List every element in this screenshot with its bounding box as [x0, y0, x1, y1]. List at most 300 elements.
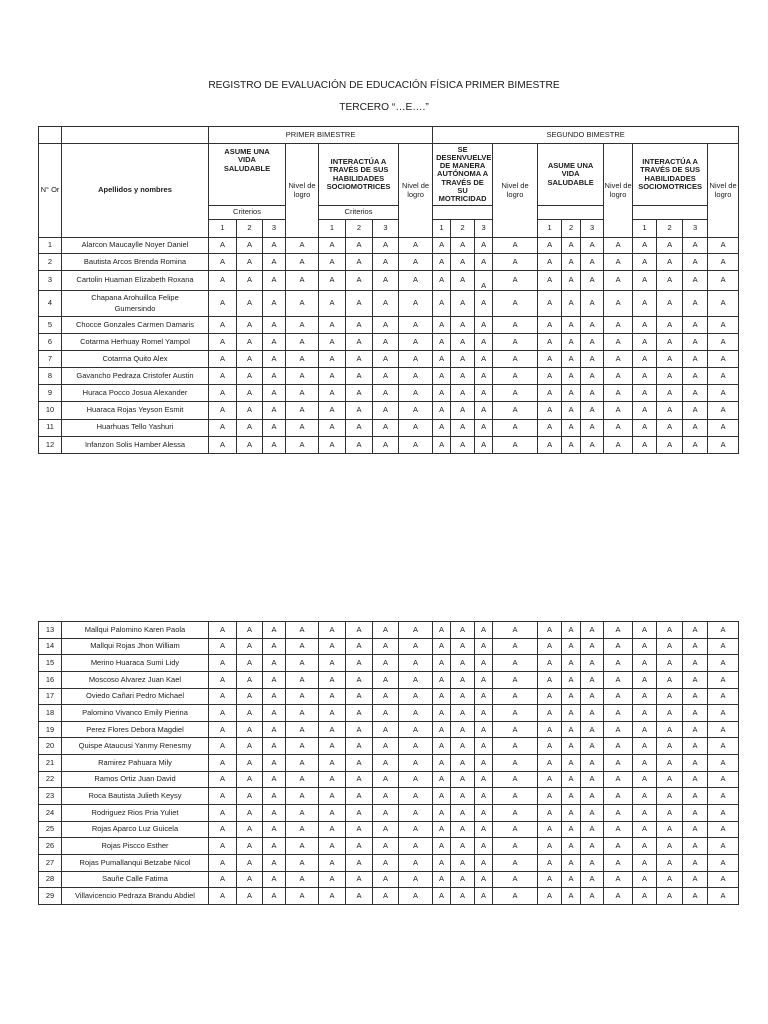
grade-cell: A — [373, 821, 399, 838]
student-row — [39, 838, 739, 855]
grade-cell: A — [493, 805, 538, 822]
competencia-header-se-desenvuelve: SE DESENVUELVE DE MANERA AUTÓNOMA A TRAVÉS DE SU MOTRICIDAD — [433, 144, 493, 206]
grade-cell: A — [562, 655, 581, 672]
student-row — [39, 238, 739, 254]
grade-cell: A — [683, 419, 708, 436]
grade-cell: A — [633, 671, 657, 688]
grade-cell: A — [475, 755, 493, 772]
grade-cell: A — [581, 655, 604, 672]
grade-cell: A — [433, 334, 451, 351]
row-number: 2 — [39, 254, 62, 271]
grade-cell: A — [263, 622, 286, 639]
grade-cell: A — [475, 771, 493, 788]
grade-cell: A — [683, 688, 708, 705]
grade-cell: A — [209, 688, 237, 705]
grade-cell: A — [209, 351, 237, 368]
grade-cell: A — [237, 805, 263, 822]
grade-cell: A — [263, 436, 286, 453]
grade-cell: A — [657, 838, 683, 855]
grade-cell: A — [346, 671, 373, 688]
grade-cell: A — [475, 402, 493, 419]
row-number: 20 — [39, 738, 62, 755]
grade-cell: A — [433, 738, 451, 755]
grade-cell: A — [399, 888, 433, 905]
row-number: 24 — [39, 805, 62, 822]
grade-cell: A — [708, 888, 739, 905]
student-name: Quispe Ataucusi Yanmy Renesmy — [62, 738, 209, 755]
nivel-de-logro-header: Nivel de logro — [708, 144, 739, 238]
grade-cell: A — [604, 334, 633, 351]
grade-cell: A — [708, 638, 739, 655]
grade-cell: A — [451, 317, 475, 334]
criterio-number: 3 — [683, 220, 708, 238]
student-row — [39, 638, 739, 655]
grade-cell: A — [209, 854, 237, 871]
grade-cell: A — [237, 655, 263, 672]
grade-cell: A — [683, 805, 708, 822]
grade-cell: A — [237, 721, 263, 738]
grade-cell: A — [319, 402, 346, 419]
grade-cell: A — [581, 854, 604, 871]
grade-cell: A — [683, 755, 708, 772]
grade-cell: A — [263, 688, 286, 705]
grade-cell: A — [451, 788, 475, 805]
grade-cell: A — [263, 888, 286, 905]
grade-cell: A — [451, 771, 475, 788]
grade-cell: A — [657, 888, 683, 905]
grade-cell: A — [263, 291, 286, 317]
grade-cell: A — [319, 854, 346, 871]
grade-cell: A — [683, 771, 708, 788]
grade-cell: A — [263, 838, 286, 855]
grade-cell: A — [286, 368, 319, 385]
grade-cell: A — [538, 871, 562, 888]
grade-cell: A — [633, 838, 657, 855]
grade-cell: A — [562, 788, 581, 805]
grade-cell: A — [683, 638, 708, 655]
student-name: Rojas Aparco Luz Guicela — [62, 821, 209, 838]
grade-cell: A — [319, 254, 346, 271]
grade-cell: A — [562, 334, 581, 351]
grade-cell: A — [263, 638, 286, 655]
student-row — [39, 688, 739, 705]
grade-cell: A — [633, 419, 657, 436]
student-row — [39, 622, 739, 639]
grade-cell: A — [475, 622, 493, 639]
competencia-header-interactua: INTERACTÚA A TRAVÉS DE SUS HABILIDADES SOCIOMOTRICES — [633, 144, 708, 206]
row-number: 13 — [39, 622, 62, 639]
grade-cell: A — [373, 351, 399, 368]
row-number: 18 — [39, 705, 62, 722]
grade-cell: A — [263, 805, 286, 822]
grade-cell: A — [683, 385, 708, 402]
grade-cell: A — [373, 788, 399, 805]
grade-cell: A — [373, 436, 399, 453]
grade-cell: A — [399, 688, 433, 705]
grade-cell: A — [451, 622, 475, 639]
grade-cell: A — [399, 368, 433, 385]
grade-cell: A — [538, 436, 562, 453]
grade-cell: A — [708, 671, 739, 688]
grade-cell: A — [373, 419, 399, 436]
grade-cell: A — [475, 368, 493, 385]
grade-cell: A — [633, 821, 657, 838]
grade-cell: A — [581, 402, 604, 419]
grade-cell: A — [657, 385, 683, 402]
grade-cell: A — [493, 688, 538, 705]
student-name: Oviedo Cañari Pedro Michael — [62, 688, 209, 705]
grade-cell: A — [581, 888, 604, 905]
grade-cell: A — [237, 419, 263, 436]
student-row — [39, 368, 739, 385]
grade-cell: A — [633, 368, 657, 385]
grade-cell: A — [708, 871, 739, 888]
grade-cell: A — [562, 271, 581, 291]
student-name: Infanzon Solis Hamber Alessa — [62, 436, 209, 453]
grade-cell: A — [538, 419, 562, 436]
grade-cell: A — [237, 738, 263, 755]
grade-cell: A — [286, 402, 319, 419]
student-name: Sauñe Calle Fatima — [62, 871, 209, 888]
grade-cell: A — [263, 738, 286, 755]
criterio-number: 2 — [657, 220, 683, 238]
grade-cell: A — [581, 622, 604, 639]
grade-cell: A — [237, 688, 263, 705]
grade-cell: A — [451, 351, 475, 368]
grade-cell: A — [475, 721, 493, 738]
student-name: Alarcon Maucaylle Noyer Daniel — [62, 238, 209, 254]
grade-cell: A — [263, 402, 286, 419]
grade-cell: A — [286, 291, 319, 317]
grade-cell: A — [433, 368, 451, 385]
grade-cell: A — [683, 622, 708, 639]
grade-cell: A — [399, 238, 433, 254]
grade-cell: A — [581, 871, 604, 888]
grade-cell: A — [286, 738, 319, 755]
grade-cell: A — [708, 771, 739, 788]
grade-cell: A — [475, 351, 493, 368]
grade-cell: A — [493, 254, 538, 271]
student-name: Bautista Arcos Brenda Romina — [62, 254, 209, 271]
grade-cell: A — [475, 805, 493, 822]
grade-cell: A — [604, 351, 633, 368]
grade-cell: A — [319, 688, 346, 705]
grade-cell: A — [286, 688, 319, 705]
grade-cell: A — [373, 721, 399, 738]
grade-cell: A — [346, 334, 373, 351]
grade-cell: A — [451, 368, 475, 385]
criterio-number: 2 — [237, 220, 263, 238]
grade-cell: A — [399, 291, 433, 317]
grade-cell: A — [286, 436, 319, 453]
criterio-number: 2 — [451, 220, 475, 238]
criterio-number: 1 — [319, 220, 346, 238]
grade-cell: A — [708, 854, 739, 871]
grade-cell: A — [346, 638, 373, 655]
student-name: Gavancho Pedraza Cristofer Austin — [62, 368, 209, 385]
grade-cell: A — [346, 271, 373, 291]
grade-cell: A — [562, 368, 581, 385]
grade-cell: A — [562, 238, 581, 254]
grade-cell: A — [209, 254, 237, 271]
grade-cell: A — [433, 888, 451, 905]
grade-cell: A — [562, 821, 581, 838]
grade-cell: A — [263, 755, 286, 772]
grade-cell: A — [433, 721, 451, 738]
grade-cell: A — [604, 368, 633, 385]
row-number: 12 — [39, 436, 62, 453]
grade-cell: A — [581, 238, 604, 254]
grade-cell: A — [538, 705, 562, 722]
grade-cell: A — [451, 705, 475, 722]
grade-cell: A — [346, 688, 373, 705]
grade-cell: A — [581, 688, 604, 705]
grade-cell: A — [708, 738, 739, 755]
grade-cell: A — [538, 317, 562, 334]
grade-cell: A — [319, 821, 346, 838]
grade-cell: A — [373, 688, 399, 705]
grade-cell: A — [475, 419, 493, 436]
header-blank-cell — [538, 206, 604, 220]
grade-cell: A — [475, 688, 493, 705]
grade-cell: A — [319, 721, 346, 738]
grade-cell: A — [538, 238, 562, 254]
grade-cell: A — [433, 271, 451, 291]
grade-cell: A — [286, 351, 319, 368]
grade-cell: A — [475, 317, 493, 334]
grade-cell: A — [657, 805, 683, 822]
grade-cell: A — [683, 436, 708, 453]
grade-cell: A — [451, 402, 475, 419]
grade-cell: A — [683, 871, 708, 888]
grade-cell: A — [433, 254, 451, 271]
grade-cell: A — [538, 402, 562, 419]
grade-cell: A — [319, 805, 346, 822]
row-number: 19 — [39, 721, 62, 738]
student-name: Rojas Pumallanqui Betzabe Nicol — [62, 854, 209, 871]
grade-cell: A — [538, 771, 562, 788]
grade-cell: A — [708, 436, 739, 453]
grade-cell: A — [604, 385, 633, 402]
grade-cell: A — [346, 238, 373, 254]
grade-cell: A — [346, 705, 373, 722]
grade-cell: A — [581, 805, 604, 822]
student-name: Palomino Vivanco Emily Pierina — [62, 705, 209, 722]
grade-cell: A — [263, 771, 286, 788]
grade-cell: A — [562, 755, 581, 772]
student-row — [39, 805, 739, 822]
grade-cell: A — [657, 238, 683, 254]
grade-cell: A — [237, 705, 263, 722]
grade-cell: A — [237, 254, 263, 271]
student-name: Cotarma Quito Alex — [62, 351, 209, 368]
grade-cell: A — [562, 805, 581, 822]
grade-cell: A — [451, 838, 475, 855]
grade-cell: A — [604, 238, 633, 254]
student-row — [39, 854, 739, 871]
grade-cell: A — [538, 805, 562, 822]
grade-cell: A — [346, 368, 373, 385]
row-number: 28 — [39, 871, 62, 888]
grade-cell: A — [209, 721, 237, 738]
grade-cell: A — [373, 771, 399, 788]
grade-cell: A — [399, 419, 433, 436]
grade-cell: A — [708, 655, 739, 672]
student-row — [39, 771, 739, 788]
grade-cell: A — [581, 436, 604, 453]
student-row — [39, 821, 739, 838]
grade-cell: A — [538, 888, 562, 905]
nivel-de-logro-header: Nivel de logro — [399, 144, 433, 238]
grade-cell: A — [683, 821, 708, 838]
grade-cell: A — [373, 755, 399, 772]
row-number: 8 — [39, 368, 62, 385]
grade-cell: A — [209, 871, 237, 888]
grade-cell: A — [373, 385, 399, 402]
grade-cell: A — [562, 419, 581, 436]
grade-cell: A — [657, 368, 683, 385]
grade-cell: A — [319, 638, 346, 655]
grade-cell: A — [657, 871, 683, 888]
student-name: Moscoso Alvarez Juan Kael — [62, 671, 209, 688]
grade-cell: A — [286, 655, 319, 672]
grade-cell: A — [373, 805, 399, 822]
grade-cell: A — [346, 402, 373, 419]
grade-cell: A — [373, 368, 399, 385]
grade-cell: A — [286, 788, 319, 805]
grade-cell: A — [562, 351, 581, 368]
grade-cell: A — [319, 291, 346, 317]
grade-cell: A — [493, 888, 538, 905]
grade-cell: A — [633, 334, 657, 351]
grade-cell: A — [451, 638, 475, 655]
grade-cell: A — [319, 238, 346, 254]
grade-cell: A — [346, 738, 373, 755]
grade-cell: A — [399, 351, 433, 368]
student-name: Merino Huaraca Sumi Lidy — [62, 655, 209, 672]
grade-cell: A — [209, 436, 237, 453]
grade-cell: A — [286, 888, 319, 905]
grade-cell: A — [683, 888, 708, 905]
grade-cell: A — [475, 821, 493, 838]
grade-cell: A — [708, 351, 739, 368]
grade-cell: A — [399, 821, 433, 838]
grade-cell: A — [319, 655, 346, 672]
grade-cell: A — [373, 238, 399, 254]
grade-cell: A — [346, 771, 373, 788]
grade-cell: A — [399, 402, 433, 419]
grade-cell: A — [237, 291, 263, 317]
grade-cell: A — [604, 771, 633, 788]
grade-cell: A — [604, 271, 633, 291]
grade-cell: A — [451, 291, 475, 317]
grade-cell: A — [346, 854, 373, 871]
row-number: 6 — [39, 334, 62, 351]
grade-cell: A — [581, 821, 604, 838]
grade-cell: A — [319, 888, 346, 905]
grade-cell: A — [237, 368, 263, 385]
grade-cell: A — [399, 271, 433, 291]
grade-cell: A — [581, 317, 604, 334]
row-number: 14 — [39, 638, 62, 655]
grade-cell: A — [581, 254, 604, 271]
grade-cell: A — [475, 871, 493, 888]
grade-cell: A — [604, 871, 633, 888]
grade-cell: A — [633, 738, 657, 755]
grade-cell: A — [346, 291, 373, 317]
grade-cell: A — [433, 385, 451, 402]
grade-cell: A — [604, 821, 633, 838]
grade-cell: A — [319, 671, 346, 688]
grade-cell: A — [399, 771, 433, 788]
student-name: Mallqui Palomino Karen Paola — [62, 622, 209, 639]
grade-cell: A — [683, 721, 708, 738]
grade-cell: A — [373, 254, 399, 271]
grade-cell: A — [346, 821, 373, 838]
row-number: 5 — [39, 317, 62, 334]
grade-cell: A — [433, 871, 451, 888]
grade-cell: A — [683, 402, 708, 419]
student-row — [39, 419, 739, 436]
grade-cell: A — [475, 334, 493, 351]
grade-cell: A — [657, 638, 683, 655]
grade-cell: A — [493, 622, 538, 639]
grade-cell: A — [237, 271, 263, 291]
grade-cell: A — [581, 788, 604, 805]
grade-cell: A — [657, 771, 683, 788]
segundo-bimestre-header: SEGUNDO BIMESTRE — [433, 127, 739, 144]
grade-cell: A — [286, 385, 319, 402]
grade-cell: A — [399, 254, 433, 271]
grade-cell: A — [433, 638, 451, 655]
row-number: 11 — [39, 419, 62, 436]
grade-cell: A — [433, 436, 451, 453]
grade-cell: A — [657, 854, 683, 871]
student-row — [39, 334, 739, 351]
grade-cell: A — [433, 688, 451, 705]
competencia-header-interactua: INTERACTÚA A TRAVÉS DE SUS HABILIDADES SOCIOMOTRICES — [319, 144, 399, 206]
grade-cell: A — [263, 271, 286, 291]
grade-cell: A — [604, 805, 633, 822]
grade-cell: A — [538, 368, 562, 385]
grade-cell: A — [633, 254, 657, 271]
grade-cell: A — [538, 655, 562, 672]
row-number: 17 — [39, 688, 62, 705]
grade-cell: A — [399, 738, 433, 755]
student-row — [39, 436, 739, 453]
grade-cell: A — [286, 419, 319, 436]
evaluation-table-part-1 — [38, 126, 739, 454]
grade-cell: A — [433, 622, 451, 639]
grade-cell: A — [263, 317, 286, 334]
grade-cell: A — [683, 351, 708, 368]
row-number: 22 — [39, 771, 62, 788]
grade-cell: A — [538, 622, 562, 639]
criterio-number: 2 — [562, 220, 581, 238]
grade-cell: A — [708, 755, 739, 772]
grade-cell: A — [538, 291, 562, 317]
grade-cell: A — [319, 771, 346, 788]
grade-cell: A — [657, 705, 683, 722]
grade-cell: A — [708, 317, 739, 334]
grade-cell: A — [237, 788, 263, 805]
grade-cell: A — [209, 317, 237, 334]
student-name: Chapana Arohuillca Felipe Gumersindo — [62, 291, 209, 317]
grade-cell: A — [451, 419, 475, 436]
row-number: 7 — [39, 351, 62, 368]
grade-cell: A — [451, 671, 475, 688]
grade-cell: A — [657, 622, 683, 639]
